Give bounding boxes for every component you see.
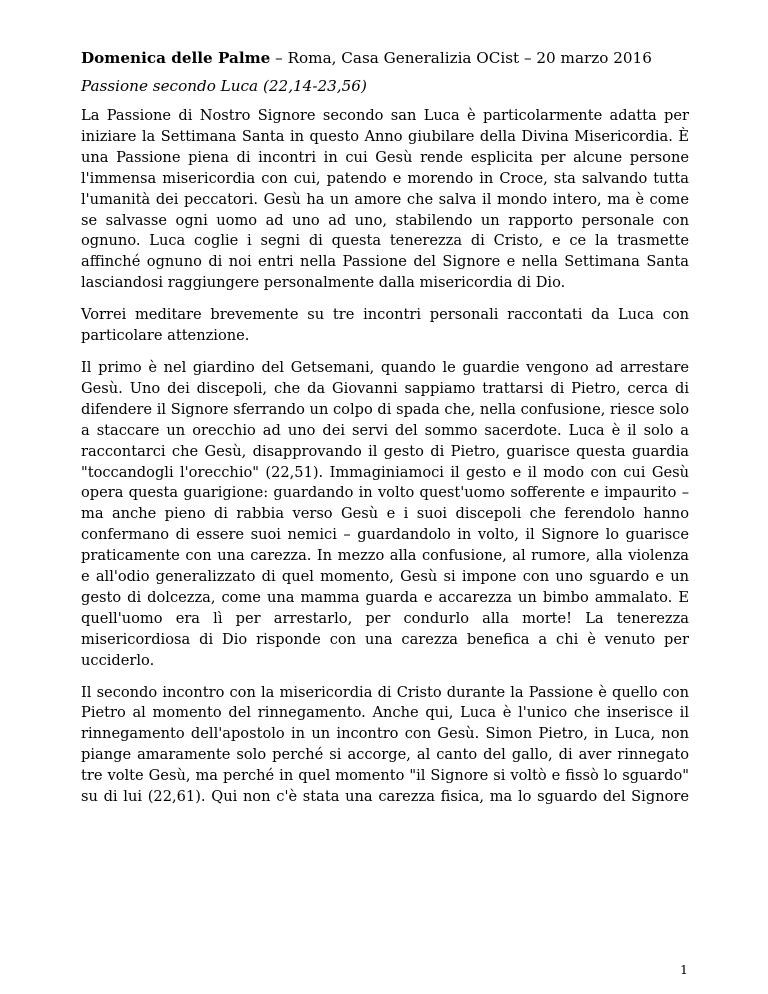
paragraph: La Passione di Nostro Signore secondo san Luca è particolarmente adatta per iniziare la Settimana Santa in questo Anno giubilare della Divina Misericordia. È una Passione piena di incontri in cui Gesù rende esplicita per alcune persone l'immensa misericordia con cui, patendo e morendo in Croce, sta salvando tutta l'umanità dei peccatori. Gesù ha un amore che salva il mondo intero, ma è come se salvasse ogni uomo ad uno ad uno, stabilendo un rapporto personale con ognuno. Luca coglie i segni di questa tenerezza di Cristo, e ce la trasmette affinché ognuno di noi entri nella Passione del Signore e nella Settimana Santa lasciandosi raggiungere personalmente dalla misericordia di Dio. [81,107,689,292]
paragraph: Vorrei meditare brevemente su tre incontri personali raccontati da Luca con particolare attenzione. [81,306,689,345]
document-body [81,48,689,807]
document-subtitle: Passione secondo Luca (22,14-23,56) [81,77,367,95]
paragraph: Il primo è nel giardino del Getsemani, quando le guardie vengono ad arrestare Gesù. Uno dei discepoli, che da Giovanni sappiamo trattarsi di Pietro, cerca di difendere il Signore sferrando un colpo di spada che, nella confusione, riesce solo a staccare un orecchio ad uno dei servi del sommo sacerdote. Luca è il solo a raccontarci che Gesù, disapprovando il gesto di Pietro, guarisce questa guardia "toccandogli l'orecchio" (22,51). Immaginiamoci il gesto e il modo con cui Gesù opera questa guarigione: guardando in volto quest'uomo sofferente e impaurito – ma anche pieno di rabbia verso Gesù e i suoi discepoli che ferendolo hanno confermano di essere suoi nemici – guardandolo in volto, il Signore lo guarisce praticamente con una carezza. In mezzo alla confusione, al rumore, alla violenza e all'odio generalizzato di quel momento, Gesù si impone con uno sguardo e un gesto di dolcezza, come una mamma guarda e accarezza un bimbo ammalato. E quell'uomo era lì per arrestarlo, per condurlo alla morte! La tenerezza misericordiosa di Dio risponde con una carezza benefica a chi è venuto per ucciderlo. [81,358,689,669]
paragraph: Il secondo incontro con la misericordia di Cristo durante la Passione è quello con Pietro al momento del rinnegamento. Anche qui, Luca è l'unico che inserisce il rinnegamento dell'apostolo in un incontro con Gesù. Simon Pietro, in Luca, non piange amaramente solo perché si accorge, al canto del gallo, di aver rinnegato tre volte Gesù, ma perché in quel momento "il Signore si voltò e fissò lo sguardo" su di lui (22,61). Qui non c'è stata una carezza fisica, ma lo sguardo del Signore [81,683,689,806]
title-bold: Domenica delle Palme [81,49,271,67]
page-number: 1 [680,962,688,977]
document-title [81,48,689,69]
title-rest: – Roma, Casa Generalizia OCist – 20 marzo 2016 [270,49,652,67]
